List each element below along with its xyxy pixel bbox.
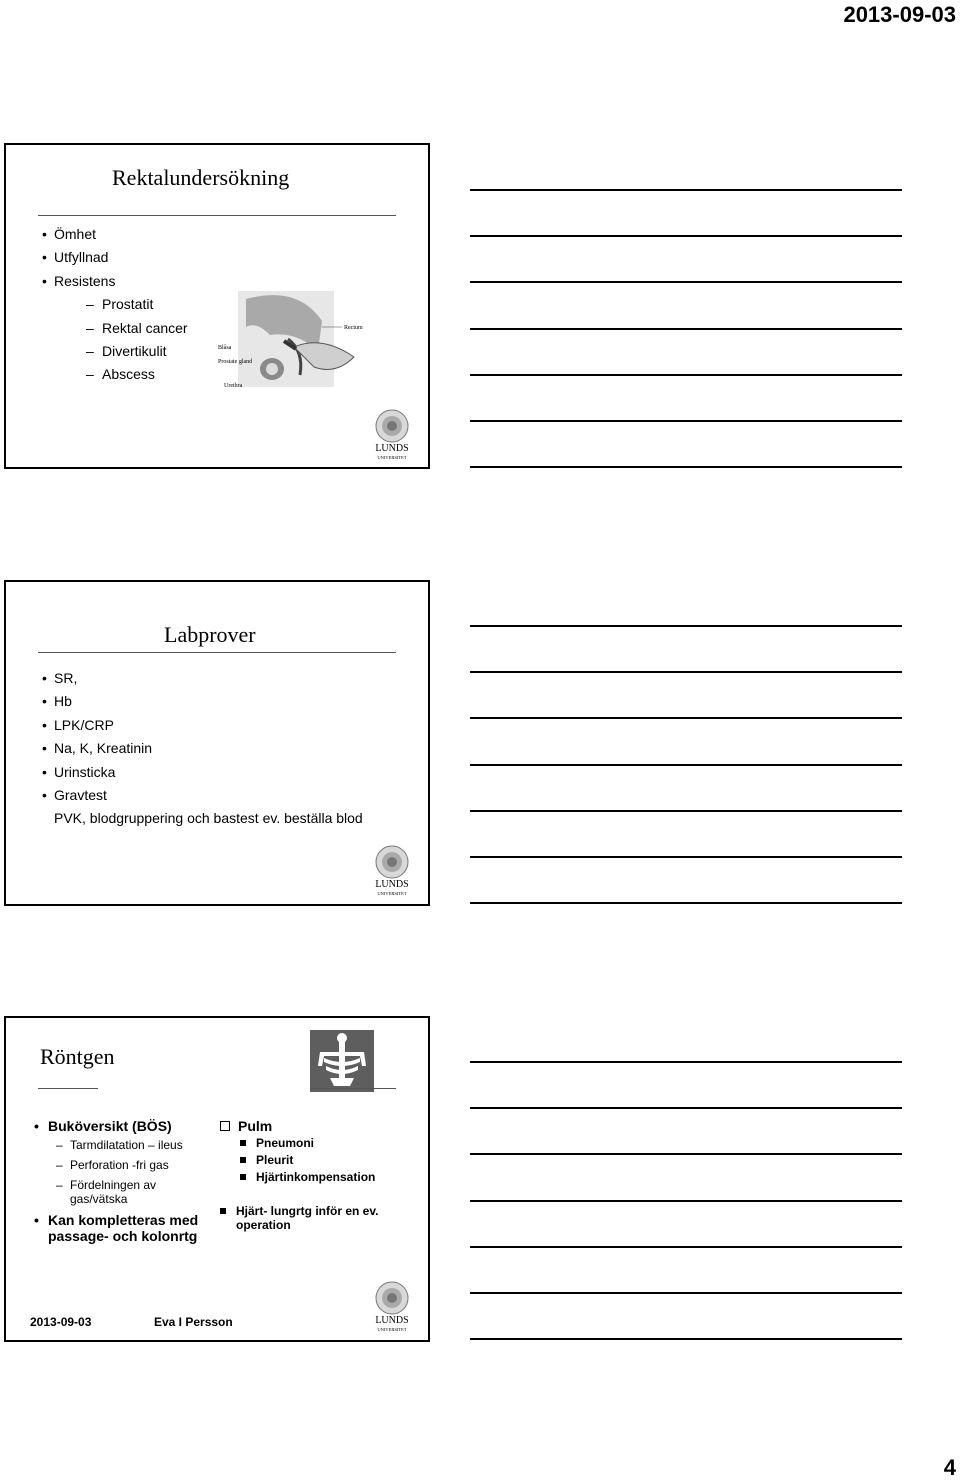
note-line <box>470 466 902 468</box>
note-line <box>470 810 902 812</box>
bullet-item: • SR, <box>34 667 363 690</box>
note-line <box>470 420 902 422</box>
note-line <box>470 856 902 858</box>
figure-label-prostate: Prostate gland <box>218 359 253 365</box>
slide-footer-date: 2013-09-03 <box>30 1315 92 1329</box>
svg-text:LUNDS: LUNDS <box>375 443 409 454</box>
bullet-item: • Kan kompletteras med passage- och kolonrtg <box>34 1212 208 1244</box>
note-line <box>470 1061 902 1063</box>
note-line <box>470 189 902 191</box>
sub-bullet-item: – Fördelningen av gas/vätska <box>34 1178 180 1206</box>
figure-label-bladder: Blåsa <box>218 345 232 351</box>
svg-text:LUNDS: LUNDS <box>375 1315 409 1326</box>
sub-bullet-item: – Tarmdilatation – ileus <box>34 1138 214 1152</box>
sub-bullet-item: – Rektal cancer <box>34 317 188 340</box>
bullet-item: • Gravtest <box>34 784 363 807</box>
right-column <box>220 1118 410 1232</box>
bullet-item: • Ömhet <box>34 223 188 246</box>
bullet-list <box>34 223 188 387</box>
bullet-item: • Resistens <box>34 270 188 293</box>
sub-bullet-item: – Prostatit <box>34 293 188 316</box>
bullet-item: • Na, K, Kreatinin <box>34 737 363 760</box>
note-line <box>470 235 902 237</box>
title-rule <box>38 1088 98 1089</box>
bullet-item: • LPK/CRP <box>34 714 363 737</box>
preop-item: Hjärt- lungrtg inför en ev. operation <box>220 1204 396 1232</box>
lunds-universitet-logo <box>372 844 412 904</box>
note-line <box>470 281 902 283</box>
note-line <box>470 902 902 904</box>
title-rule <box>38 215 396 216</box>
note-line <box>470 328 902 330</box>
bullet-item: • Hb <box>34 690 363 713</box>
note-line <box>470 1153 902 1155</box>
slide-rektalundersokning <box>4 143 430 469</box>
title-rule <box>310 1088 396 1089</box>
lunds-universitet-logo <box>372 408 412 468</box>
pulm-item: Hjärtinkompensation <box>240 1170 410 1184</box>
xray-icon <box>310 1030 374 1092</box>
title-rule <box>38 652 396 653</box>
svg-text:UNIVERSITET: UNIVERSITET <box>377 1327 407 1332</box>
bullet-item: • Buköversikt (BÖS) <box>34 1118 214 1134</box>
note-line <box>470 717 902 719</box>
pulm-heading: Pulm <box>220 1118 410 1134</box>
note-line <box>470 1292 902 1294</box>
pulm-item: Pleurit <box>240 1153 410 1167</box>
note-line <box>470 374 902 376</box>
note-line <box>470 1338 902 1340</box>
note-line <box>470 625 902 627</box>
slide-title: Labprover <box>164 622 256 647</box>
bullet-item: • Utfyllnad <box>34 246 188 269</box>
slide-title: Röntgen <box>40 1044 115 1069</box>
svg-text:LUNDS: LUNDS <box>375 879 409 890</box>
slide-footer-author: Eva I Persson <box>154 1315 233 1329</box>
rectal-exam-illustration <box>218 291 368 391</box>
page-date: 2013-09-03 <box>843 2 956 27</box>
note-line <box>470 1200 902 1202</box>
slide-rontgen <box>4 1016 430 1342</box>
bullet-item: • Urinsticka <box>34 761 363 784</box>
svg-text:UNIVERSITET: UNIVERSITET <box>377 455 407 460</box>
pulm-item: Pneumoni <box>240 1136 410 1150</box>
sub-bullet-item: – Abscess <box>34 363 188 386</box>
note-line <box>470 671 902 673</box>
sub-bullet-item: – Perforation -fri gas <box>34 1158 214 1172</box>
plain-item: PVK, blodgruppering och bastest ev. beställa blod <box>54 810 363 827</box>
page-number: 4 <box>943 1455 956 1480</box>
bullet-list <box>34 667 363 831</box>
note-line <box>470 1246 902 1248</box>
figure-label-rectum: Rectum <box>344 325 363 331</box>
svg-text:UNIVERSITET: UNIVERSITET <box>377 891 407 896</box>
figure-label-urethra: Urethra <box>224 383 243 389</box>
slide-labprover <box>4 580 430 906</box>
left-column <box>34 1118 214 1244</box>
sub-bullet-item: – Divertikulit <box>34 340 188 363</box>
note-line <box>470 1107 902 1109</box>
slide-title: Rektalundersökning <box>112 165 290 190</box>
lunds-universitet-logo <box>372 1280 412 1340</box>
note-line <box>470 764 902 766</box>
